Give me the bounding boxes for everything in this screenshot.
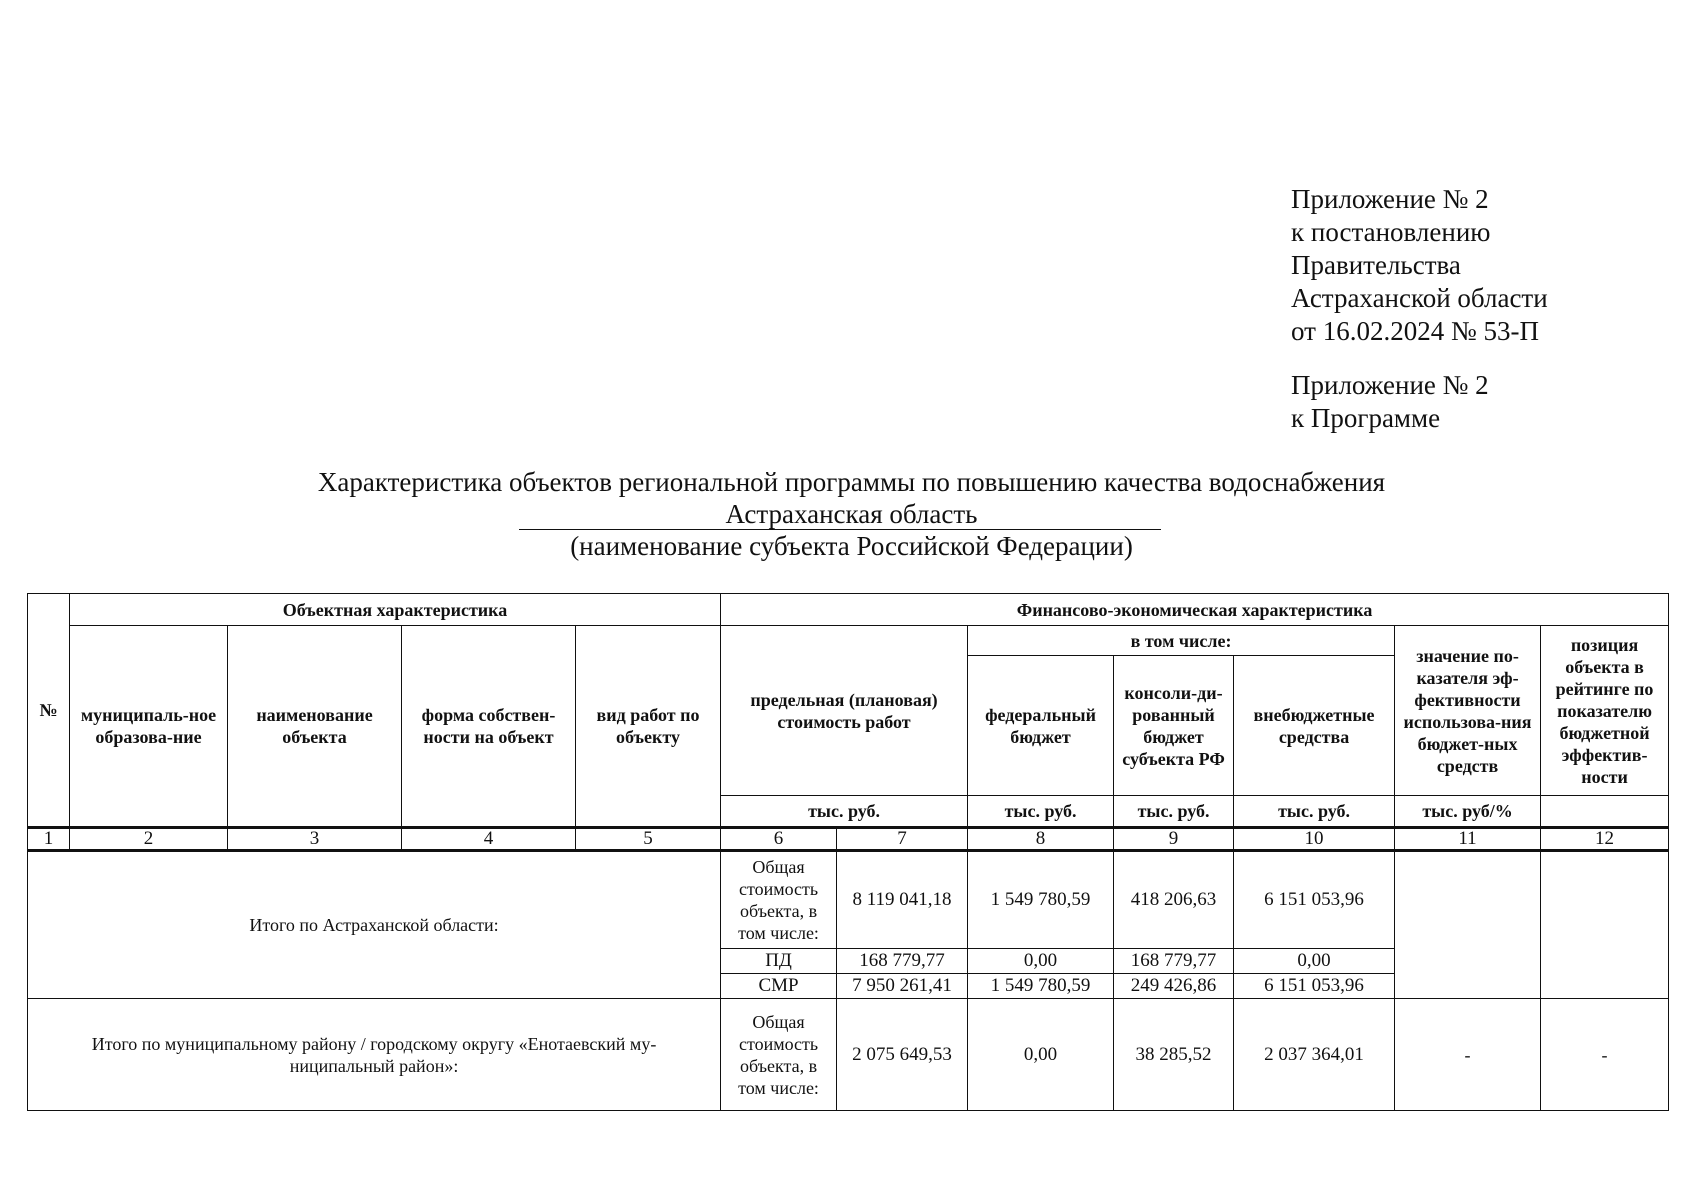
row-sublabel-total: Общая стоимость объекта, в том числе: bbox=[721, 851, 837, 949]
appendix-line: Астраханской области bbox=[1291, 283, 1548, 313]
cell-offbudget: 6 151 053,96 bbox=[1234, 851, 1395, 949]
row-sublabel-smr: СМР bbox=[721, 974, 837, 999]
cell-limit-cost: 7 950 261,41 bbox=[837, 974, 968, 999]
column-number: 8 bbox=[968, 828, 1114, 851]
column-number: 11 bbox=[1395, 828, 1541, 851]
column-number: 1 bbox=[28, 828, 70, 851]
cell-limit-cost: 168 779,77 bbox=[837, 949, 968, 974]
col-header-consolidated: консоли-ди-рованный бюджет субъекта РФ bbox=[1114, 656, 1234, 796]
appendix-line: Правительства bbox=[1291, 250, 1461, 280]
appendix-line: Приложение № 2 bbox=[1291, 184, 1489, 214]
cell-rank: - bbox=[1541, 999, 1669, 1111]
col-header-efficiency: значение по-казателя эф-фективности использова-ния бюджет-ных средств bbox=[1395, 626, 1541, 796]
column-number: 6 bbox=[721, 828, 837, 851]
col-header-offbudget: внебюджетные средства bbox=[1234, 656, 1395, 796]
col-header-work-type: вид работ по объекту bbox=[576, 626, 721, 828]
col-header-municipality: муниципаль-ное образова-ние bbox=[70, 626, 228, 828]
cell-offbudget: 6 151 053,96 bbox=[1234, 974, 1395, 999]
cell-limit-cost: 2 075 649,53 bbox=[837, 999, 968, 1111]
col-header-federal: федеральный бюджет bbox=[968, 656, 1114, 796]
column-number: 3 bbox=[228, 828, 402, 851]
col-header-object-name: наименование объекта bbox=[228, 626, 402, 828]
unit-consolidated: тыс. руб. bbox=[1114, 796, 1234, 828]
unit-rank bbox=[1541, 796, 1669, 828]
column-number: 5 bbox=[576, 828, 721, 851]
col-header-in-that-number: в том числе: bbox=[968, 626, 1395, 656]
col-header-ownership: форма собствен-ности на объект bbox=[402, 626, 576, 828]
unit-efficiency: тыс. руб/% bbox=[1395, 796, 1541, 828]
cell-consolidated: 249 426,86 bbox=[1114, 974, 1234, 999]
unit-federal: тыс. руб. bbox=[968, 796, 1114, 828]
cell-efficiency: - bbox=[1395, 999, 1541, 1111]
cell-consolidated: 418 206,63 bbox=[1114, 851, 1234, 949]
cell-consolidated: 168 779,77 bbox=[1114, 949, 1234, 974]
column-number: 9 bbox=[1114, 828, 1234, 851]
row-sublabel-pd: ПД bbox=[721, 949, 837, 974]
appendix-line: к Программе bbox=[1291, 403, 1441, 433]
row-label-total-region: Итого по Астраханской области: bbox=[28, 851, 721, 999]
row-label-total-district: Итого по муниципальному району / городскому округу «Енотаевский му-ниципальный район»: bbox=[28, 999, 721, 1111]
col-header-limit-cost: предельная (плановая) стоимость работ bbox=[721, 626, 968, 796]
unit-limit-cost: тыс. руб. bbox=[721, 796, 968, 828]
cell-consolidated: 38 285,52 bbox=[1114, 999, 1234, 1111]
appendix-line: к постановлению bbox=[1291, 217, 1491, 247]
row-sublabel-total: Общая стоимость объекта, в том числе: bbox=[721, 999, 837, 1111]
cell-efficiency bbox=[1395, 851, 1541, 999]
cell-offbudget: 2 037 364,01 bbox=[1234, 999, 1395, 1111]
appendix-line: от 16.02.2024 № 53-П bbox=[1291, 316, 1539, 346]
unit-offbudget: тыс. руб. bbox=[1234, 796, 1395, 828]
cell-federal: 1 549 780,59 bbox=[968, 851, 1114, 949]
column-number: 7 bbox=[837, 828, 968, 851]
region-caption: (наименование субъекта Российской Федерации) bbox=[570, 531, 1133, 561]
column-number: 10 bbox=[1234, 828, 1395, 851]
column-number: 2 bbox=[70, 828, 228, 851]
column-number: 4 bbox=[402, 828, 576, 851]
document-title: Характеристика объектов региональной программы по повышению качества водоснабжения bbox=[317, 467, 1386, 497]
cell-offbudget: 0,00 bbox=[1234, 949, 1395, 974]
cell-federal: 1 549 780,59 bbox=[968, 974, 1114, 999]
col-header-no: № bbox=[28, 594, 70, 828]
group-header-object: Объектная характеристика bbox=[70, 594, 721, 626]
region-name: Астраханская область bbox=[725, 499, 978, 529]
appendix-block-decree bbox=[1291, 183, 1548, 348]
column-number: 12 bbox=[1541, 828, 1669, 851]
cell-federal: 0,00 bbox=[968, 949, 1114, 974]
objects-table bbox=[27, 593, 1669, 1111]
cell-federal: 0,00 bbox=[968, 999, 1114, 1111]
cell-rank bbox=[1541, 851, 1669, 999]
group-header-finance: Финансово-экономическая характеристика bbox=[721, 594, 1669, 626]
cell-limit-cost: 8 119 041,18 bbox=[837, 851, 968, 949]
appendix-block-program bbox=[1291, 369, 1489, 435]
appendix-line: Приложение № 2 bbox=[1291, 370, 1489, 400]
col-header-rank: позиция объекта в рейтинге по показателю бюджетной эффектив-ности bbox=[1541, 626, 1669, 796]
